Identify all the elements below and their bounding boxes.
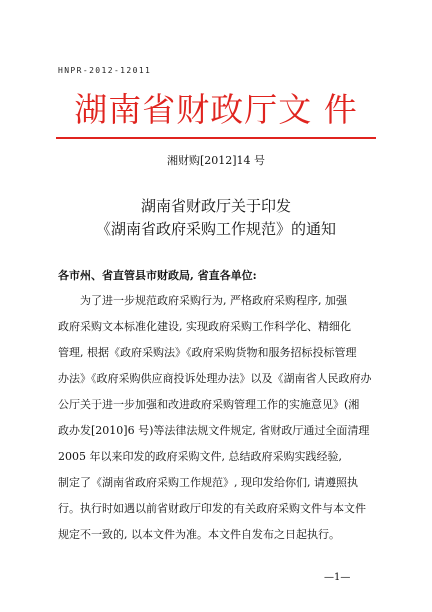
issuer-header-title: 湖南省财政厅文 件 [74,90,358,129]
notice-title-line-1: 湖南省财政厅关于印发 [140,197,291,215]
notice-title-line-2: 《湖南省政府采购工作规范》的通知 [95,220,336,238]
body-line-6: 政办发[2010]6 号)等法律法规文件规定, 省财政厅通过全面清理 [58,424,370,437]
body-line-2: 政府采购文本标准化建设, 实现政府采购工作科学化、精细化 [58,320,351,333]
body-line-1: 为了进一步规范政府采购行为, 严格政府采购程序, 加强 [80,294,347,307]
page-number: —1— [324,572,351,583]
body-line-4: 办法》《政府采购供应商投诉处理办法》以及《湖南省人民政府办 [58,372,372,385]
body-line-3: 管理, 根据《政府采购法》《政府采购货物和服务招标投标管理 [58,346,357,359]
body-line-7: 2005 年以来印发的政府采购文件, 总结政府采购实践经验, [58,450,342,463]
body-line-10: 规定不一致的, 以本文件为准。本文件自发布之日起执行。 [58,528,340,541]
document-number: 湘财购[2012]14 号 [166,154,266,167]
document-code: HNPR-2012-12011 [58,66,152,75]
body-line-9: 行。执行时如遇以前省财政厅印发的有关政府采购文件与本文件 [58,502,366,515]
addressee: 各市州、省直管县市财政局, 省直各单位: [58,269,257,282]
body-line-5: 公厅关于进一步加强和改进政府采购管理工作的实施意见》(湘 [58,398,360,411]
header-divider [56,137,376,139]
body-line-8: 制定了《湖南省政府采购工作规范》, 现印发给你们, 请遵照执 [58,476,358,489]
